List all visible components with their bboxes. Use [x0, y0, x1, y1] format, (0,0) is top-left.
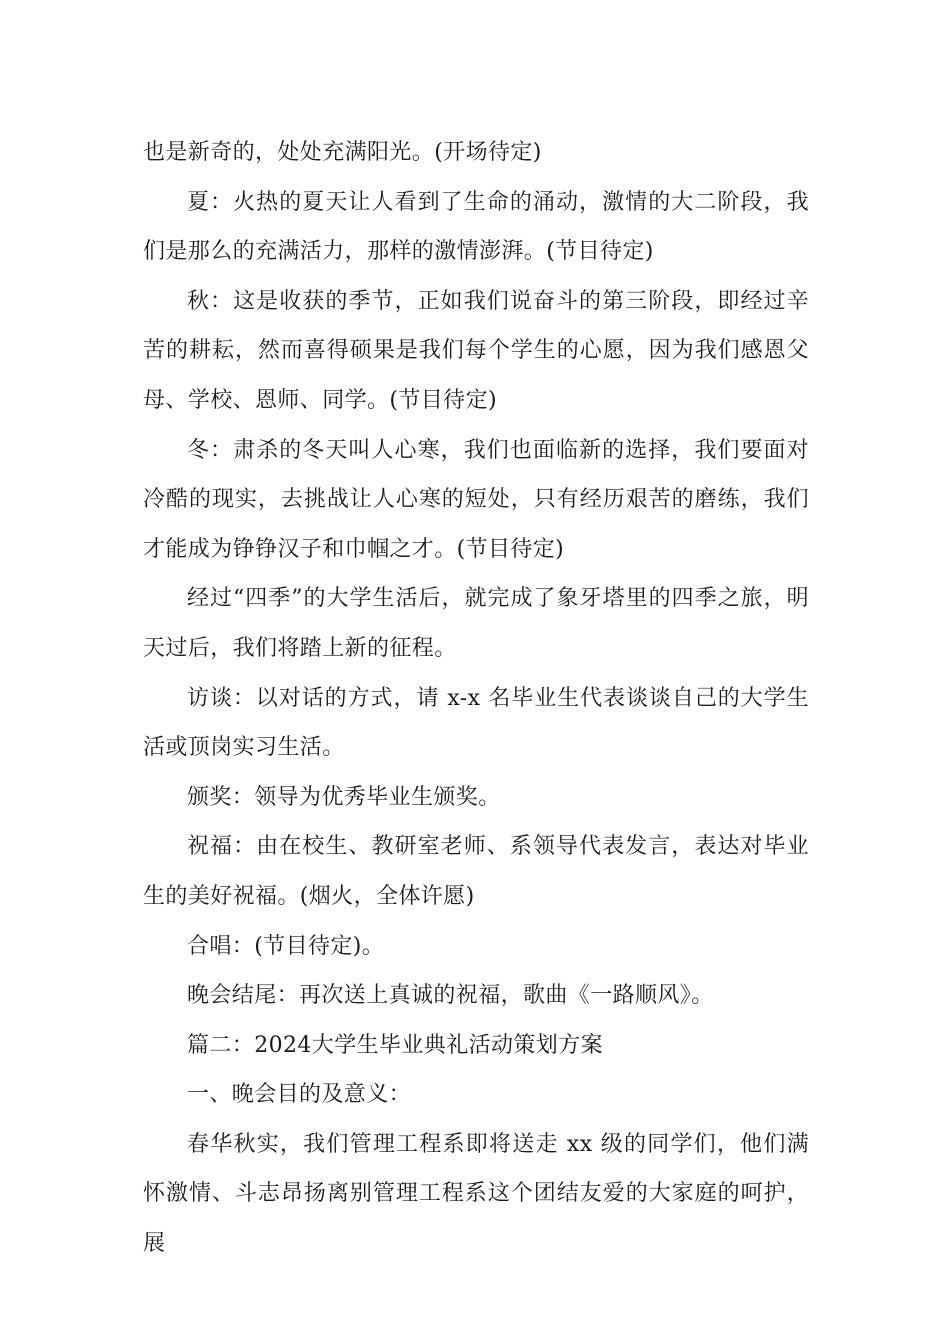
paragraph-blessing: 祝福：由在校生、教研室老师、系领导代表发言，表达对毕业生的美好祝福。(烟火，全体许愿) — [143, 834, 809, 909]
paragraph-summer: 夏：火热的夏天让人看到了生命的涌动，激情的大二阶段，我们是那么的充满活力，那样的激情澎湃。(节目待定) — [143, 189, 809, 265]
paragraph-interview: 访谈：以对话的方式，请 x-x 名毕业生代表谈谈自己的大学生活或顶岗实习生活。 — [143, 685, 809, 761]
paragraph-continuation: 也是新奇的，处处充满阳光。(开场待定) — [143, 140, 542, 165]
paragraph-chorus: 合唱：(节目待定)。 — [187, 933, 385, 959]
paragraph-autumn: 秋：这是收获的季节，正如我们说奋斗的第三阶段，即经过辛苦的耕耘，然而喜得硕果是我们每个学生的心愿，因为我们感恩父母、学校、恩师、同学。(节目待定) — [143, 288, 809, 413]
document-body — [143, 128, 809, 1269]
paragraph-intro: 春华秋实，我们管理工程系即将送走 xx 级的同学们，他们满怀激情、斗志昂扬离别管理工程系这个团结友爱的大家庭的呵护，展 — [143, 1131, 809, 1257]
paragraph-winter: 冬：肃杀的冬天叫人心寒，我们也面临新的选择，我们要面对冷酷的现实，去挑战让人心寒的短处，只有经历艰苦的磨练，我们才能成为铮铮汉子和巾帼之才。(节目待定) — [143, 437, 809, 562]
paragraph-ending: 晚会结尾：再次送上真诚的祝福，歌曲《一路顺风》。 — [187, 983, 714, 1009]
section-heading-part-two: 篇二：2024大学生毕业典礼活动策划方案 — [187, 1032, 603, 1058]
section-heading-purpose: 一、晚会目的及意义： — [187, 1082, 412, 1108]
paragraph-four-seasons: 经过“四季”的大学生活后，就完成了象牙塔里的四季之旅，明天过后，我们将踏上新的征程。 — [143, 586, 809, 661]
paragraph-award: 颁奖：领导为优秀毕业生颁奖。 — [187, 784, 501, 810]
